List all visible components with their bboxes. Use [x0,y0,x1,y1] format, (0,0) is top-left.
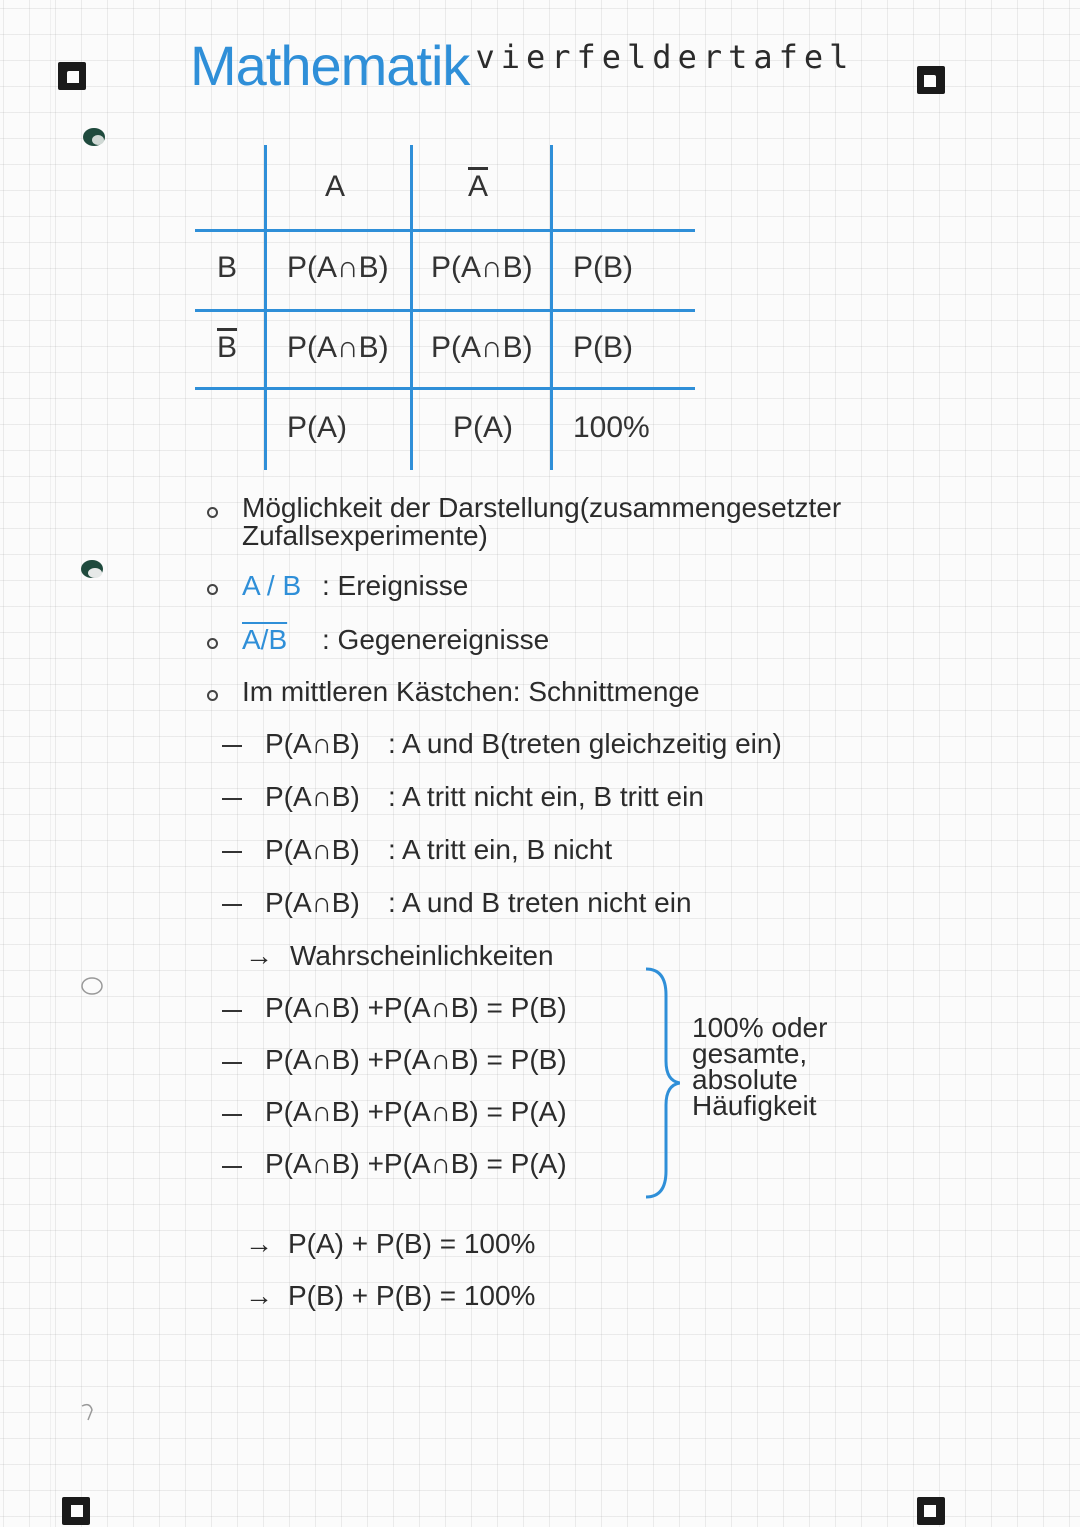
dash-marker [222,851,242,853]
punch-hole-icon [82,126,106,148]
corner-marker-icon [917,66,945,94]
table-vline [550,145,553,470]
table-cell: 100% [573,411,650,444]
bullet-dot [207,690,218,701]
corner-marker-icon [58,62,86,90]
arrow-icon: → [245,1228,273,1259]
arrow-label: Wahrscheinlichkeiten [290,940,554,971]
brace-note-line: 100% oder [692,1012,828,1043]
arrow-icon: → [245,940,273,971]
title-subtitle: vierfeldertafel [475,38,855,76]
sum-line: P(A∩B) +P(A∩B) = P(A) [265,1148,567,1179]
intersection-expr: P(A∩B) [265,728,360,759]
row-header: $\overline{B}$ [217,331,238,364]
punch-hole-icon [78,1400,102,1422]
bullet-label: A/B [242,624,288,655]
corner-marker-icon [917,1497,945,1525]
table-hline [195,229,695,232]
dash-marker [222,1114,242,1116]
dash-marker [222,798,242,800]
curly-brace-icon [640,965,680,1201]
intersection-desc: : A tritt ein, B nicht [388,834,613,865]
table-cell: P(A) [453,411,513,444]
bullet-dot [207,507,218,518]
table-cell: P(A∩B) [431,251,533,284]
title-main: Mathematik [190,34,470,97]
bullet-text: Möglichkeit der Darstellung(zusammengesetzter [242,492,842,523]
dash-marker [222,1062,242,1064]
table-cell: P(B) [573,331,633,364]
arrow-icon: → [245,1280,273,1311]
table-cell: P(B) [573,251,633,284]
bullet-text: : Gegenereignisse [322,624,550,655]
table-hline [195,309,695,312]
intersection-desc: : A und B(treten gleichzeitig ein) [388,728,782,759]
bullet-text: Zufallsexperimente) [242,520,488,551]
table-cell: P(A∩B) [431,331,533,364]
sum-line: P(A∩B) +P(A∩B) = P(B) [265,992,567,1023]
intersection-expr: P(A∩B) [265,781,360,812]
margin-line [50,0,51,1527]
sum-line: P(A∩B) +P(A∩B) = P(B) [265,1044,567,1075]
bullet-text: Im mittleren Kästchen: Schnittmenge [242,676,700,707]
table-cell: P(A∩B) [287,331,389,364]
punch-hole-icon [80,975,104,997]
page-title [190,26,854,106]
punch-hole-icon [80,558,104,580]
brace-note-line: Häufigkeit [692,1090,817,1121]
table-hline [195,387,695,390]
dash-marker [222,1166,242,1168]
corner-marker-icon [62,1497,90,1525]
sum-line: P(A∩B) +P(A∩B) = P(A) [265,1096,567,1127]
bullet-label: A / B [242,570,302,601]
col-header: $\overline{A}$ [468,170,489,203]
intersection-desc: : A und B treten nicht ein [388,887,692,918]
row-header: B [217,251,238,284]
table-vline [410,145,413,470]
brace-note-line: gesamte, [692,1038,808,1069]
bullet-dot [207,638,218,649]
table-cell: P(A∩B) [287,251,389,284]
table-vline [264,145,267,470]
brace-note [692,1012,828,1121]
dash-marker [222,1010,242,1012]
dash-marker [222,904,242,906]
conclusion-line: P(A) + P(B) = 100% [288,1228,536,1259]
table-cell: P(A) [287,411,347,444]
conclusion-line: P(B) + P(B) = 100% [288,1280,536,1311]
bullet-text: : Ereignisse [322,570,469,601]
brace-note-line: absolute [692,1064,798,1095]
dash-marker [222,745,242,747]
four-field-table [195,145,695,475]
col-header: A [325,170,346,203]
intersection-expr: P(A∩B) [265,834,360,865]
intersection-expr: P(A∩B) [265,887,360,918]
bullet-dot [207,584,218,595]
intersection-desc: : A tritt nicht ein, B tritt ein [388,781,704,812]
